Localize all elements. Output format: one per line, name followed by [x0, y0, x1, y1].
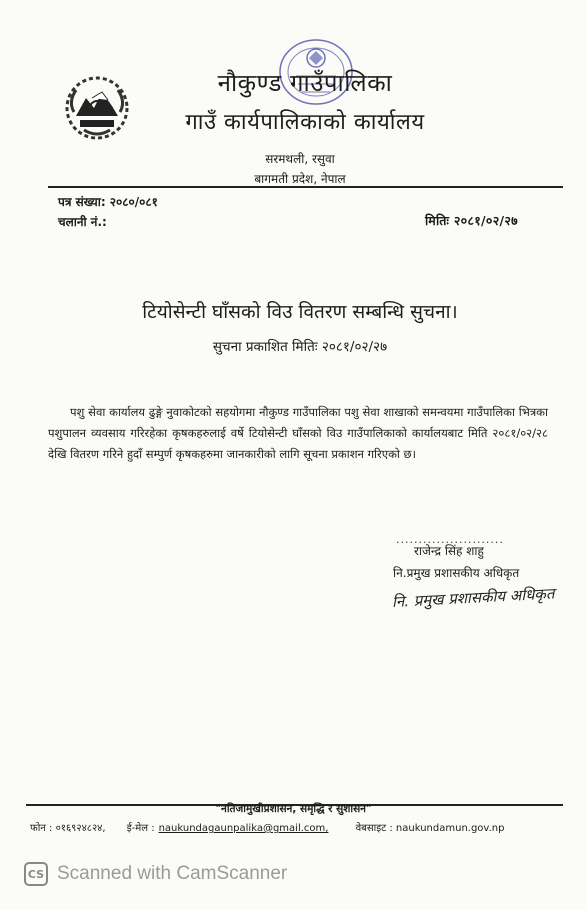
camscanner-logo-icon: CS — [24, 862, 48, 886]
letter-date: मितिः २०८१/०२/२७ — [425, 213, 518, 228]
notice-published-date: सुचना प्रकाशित मितिः २०८१/०२/२७ — [212, 339, 388, 355]
handwritten-signature: नि. प्रमुख प्रशासकीय अधिकृत — [391, 584, 555, 611]
footer-email-label: ई-मेल : — [126, 823, 155, 834]
address-line-2: बागमती प्रदेश, नेपाल — [254, 172, 346, 186]
scanner-text: Scanned with CamScanner — [57, 863, 288, 884]
scanner-watermark — [24, 862, 287, 886]
signatory-title: नि.प्रमुख प्रशासकीय अधिकृत — [393, 566, 520, 580]
notice-body: पशु सेवा कार्यालय ढुङ्गे नुवाकोटको सहयोगमा नौकुण्ड गाउँपालिका पशु सेवा शाखाको समन्वयमा गाउँपालिका भित्रका पशुपालन व्यवसाय गरिरहेका कृषकहरुलाई वर्षे टियोसेन्टी घाँसको विउ गाउँपालिकाको कार्यालयबाट मिति २०८१/०२/२८ देखि वितरण गरिने हुदाँ सम्पुर्ण कृषकहरुमा जानकारीको लागि सूचना प्रकाशन गरिएको छ। — [48, 405, 548, 461]
address-line-1: सरमथली, रसुवा — [265, 152, 335, 166]
footer-website: वेबसाइट : naukundamun.gov.np — [355, 823, 505, 834]
footer-phone: फोन : ०१६९२४८२४, — [30, 823, 106, 834]
notice-title: टियोसेन्टी घाँसको विउ वितरण सम्बन्धि सुचना। — [142, 301, 458, 323]
footer-slogan: "नतिजामुखीप्रशासन, समृद्धि र सुशासन" — [215, 803, 372, 815]
org-name: नौकुण्ड गाउँपालिका — [217, 69, 393, 97]
contact-footer — [30, 820, 522, 834]
signature-line: ........................ — [396, 533, 504, 546]
header-divider — [48, 186, 563, 188]
office-name: गाउँ कार्यपालिकाको कार्यालय — [185, 110, 425, 135]
letter-number: पत्र संख्या: २०८०/०८१ — [58, 195, 158, 209]
dispatch-number: चलानी नं.: — [58, 215, 107, 229]
footer-email-link[interactable]: naukundagaunpalika@gmail.com, — [158, 823, 329, 834]
signatory-name: राजेन्द्र सिंह शाहु — [414, 544, 484, 558]
